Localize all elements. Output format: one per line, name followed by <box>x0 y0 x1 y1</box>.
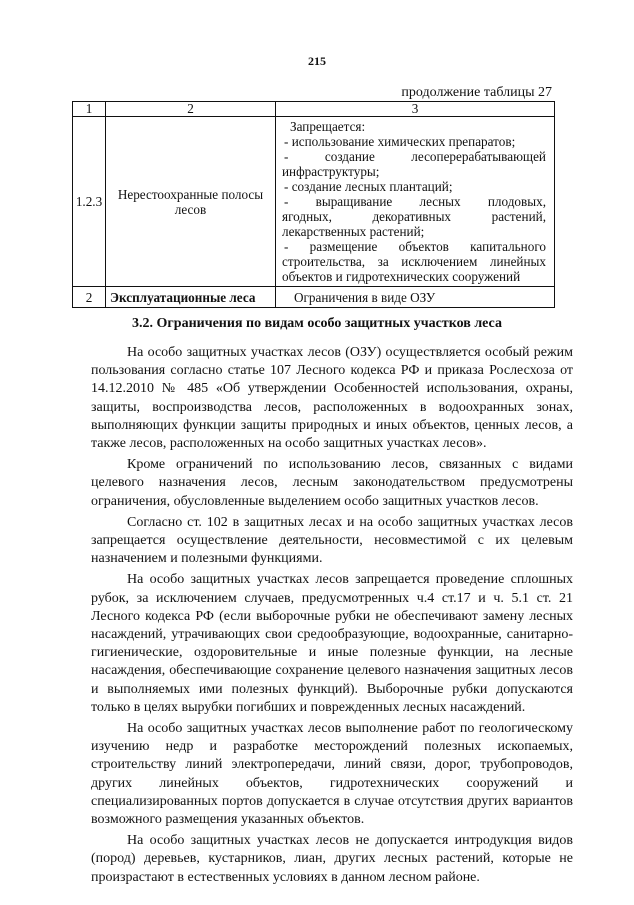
desc-line: лекарственных растений; <box>282 224 425 239</box>
table-row <box>73 117 555 287</box>
desc-line: ягодных, декоративных растений, <box>282 209 546 224</box>
section-heading: 3.2. Ограничения по видам особо защитных участков леса <box>132 316 502 331</box>
restrictions-table <box>72 101 555 308</box>
desc-line: - создание лесных плантаций; <box>284 179 453 194</box>
row-number: 1.2.3 <box>73 117 106 287</box>
row-description: Ограничения в виде ОЗУ <box>276 287 555 308</box>
table-row <box>73 287 555 308</box>
desc-line: - размещение объектов капитального <box>284 239 546 254</box>
row-name-cell <box>106 117 276 287</box>
desc-line: Запрещается: <box>290 119 366 134</box>
desc-line: строительства, за исключением линейных <box>282 254 546 269</box>
desc-line: объектов и гидротехнических сооружений <box>282 269 521 284</box>
page-number: 215 <box>308 54 326 68</box>
paragraph: На особо защитных участках лесов (ОЗУ) осуществляется особый режим пользования согласно статье 107 Лесного кодекса РФ и приказа Рослесхоза от 14.12.2010 № 485 «Об утверждении Особенностей использования, охраны, защиты, воспроизводства лесов, расположенных в водоохранных зонах, выполняющих функции защиты природных и иных объектов, ценных лесов, а также лесов, расположенных на особо защитных участках лесов». <box>91 345 573 452</box>
row-name: Эксплуатационные леса <box>106 287 276 308</box>
row-name: Нерестоохранные полосы лесов <box>117 186 264 217</box>
table-header-row <box>73 102 555 117</box>
paragraph: На особо защитных участках лесов выполнение работ по геологическому изучению недр и разработке месторождений полезных ископаемых, строительству линий электропередачи, линий связи, дорог, трубопроводов, других линейных объектов, гидротехнических сооружений и специализированных портов допускается в случае отсутствия других вариантов возможного размещения указанных объектов. <box>91 721 573 828</box>
desc-line: - выращивание лесных плодовых, <box>284 194 546 209</box>
desc-line: - создание лесоперерабатывающей <box>284 149 546 164</box>
paragraph: На особо защитных участках лесов запрещается проведение сплошных рубок, за исключением случаев, предусмотренных ч.4 ст.17 и ч. 5.1 ст. 21 Лесного кодекса РФ (если выборочные рубки не обеспечивают замену лесных насаждений, утрачивающих свои средообразующие, водоохранные, санитарно-гигиенические, оздоровительные и иные полезные функции, на лесные насаждения, обеспечивающие сохранение целевого назначения защитных лесов и выполняемых ими полезных функций). Выборочные рубки допускаются только в целях вырубки погибших и поврежденных лесных насаждений. <box>91 572 573 715</box>
paragraph: Согласно ст. 102 в защитных лесах и на особо защитных участках лесов запрещается осуществление деятельности, несовместимой с их целевым назначением и полезными функциями. <box>91 514 573 567</box>
header-cell-3: 3 <box>276 102 555 117</box>
body-text <box>91 344 573 887</box>
row-number: 2 <box>73 287 106 308</box>
paragraph: На особо защитных участках лесов не допускается интродукция видов (пород) деревьев, кустарников, лиан, других лесных растений, которые не произрастают в естественных условиях в данном лесном районе. <box>91 833 573 885</box>
desc-line: инфраструктуры; <box>282 164 380 179</box>
desc-line: - использование химических препаратов; <box>284 134 516 149</box>
row-description <box>276 117 555 287</box>
header-cell-1: 1 <box>73 102 106 117</box>
header-cell-2: 2 <box>106 102 276 117</box>
paragraph: Кроме ограничений по использованию лесов, связанных с видами целевого назначения лесов, лесным законодательством предусмотрены ограничения, обусловленные выделением особо защитных участков лесов. <box>91 457 573 509</box>
table-caption: продолжение таблицы 27 <box>401 85 552 100</box>
